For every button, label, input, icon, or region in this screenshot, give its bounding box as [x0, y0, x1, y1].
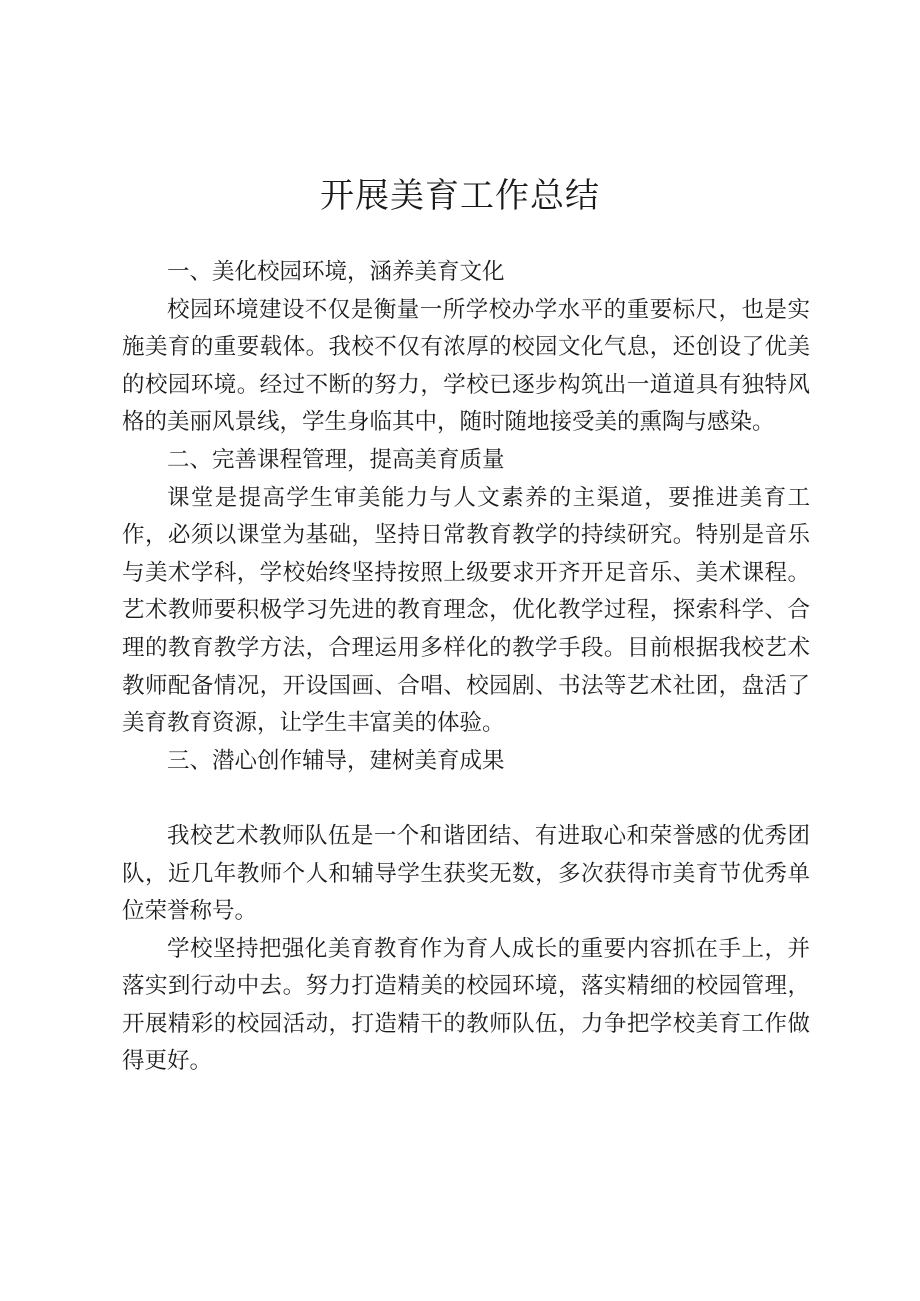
document-body	[122, 254, 810, 1081]
section-2-paragraph-1: 课堂是提高学生审美能力与人文素养的主渠道，要推进美育工作，必须以课堂为基础，坚持日常教育教学的持续研究。特别是音乐与美术学科，学校始终坚持按照上级要求开齐开足音乐、美术课程。艺术教师要积极学习先进的教育理念，优化教学过程，探索科学、合理的教育教学方法，合理运用多样化的教学手段。目前根据我校艺术教师配备情况，开设国画、合唱、校园剧、书法等艺术社团，盘活了美育教育资源，让学生丰富美的体验。	[122, 484, 810, 737]
section-heading-2: 二、完善课程管理，提高美育质量	[167, 446, 505, 473]
blank-line	[122, 780, 810, 818]
section-heading-3: 三、潜心创作辅导，建树美育成果	[167, 747, 505, 774]
section-heading-1: 一、美化校园环境，涵养美育文化	[167, 259, 505, 285]
section-3-paragraph-2: 学校坚持把强化美育教育作为育人成长的重要内容抓在手上，并落实到行动中去。努力打造精美的校园环境，落实精细的校园管理，开展精彩的校园活动，打造精干的教师队伍，力争把学校美育工作做得更好。	[122, 935, 810, 1075]
section-1-paragraph-1: 校园环境建设不仅是衡量一所学校办学水平的重要标尺，也是实施美育的重要载体。我校不仅有浓厚的校园文化气息，还创设了优美的校园环境。经过不断的努力，学校已逐步构筑出一道道具有独特风格的美丽风景线，学生身临其中，随时随地接受美的熏陶与感染。	[122, 296, 810, 436]
document-title: 开展美育工作总结	[320, 176, 600, 216]
section-3-paragraph-1: 我校艺术教师队伍是一个和谐团结、有进取心和荣誉感的优秀团队，近几年教师个人和辅导学生获奖无数，多次获得市美育节优秀单位荣誉称号。	[122, 822, 810, 925]
